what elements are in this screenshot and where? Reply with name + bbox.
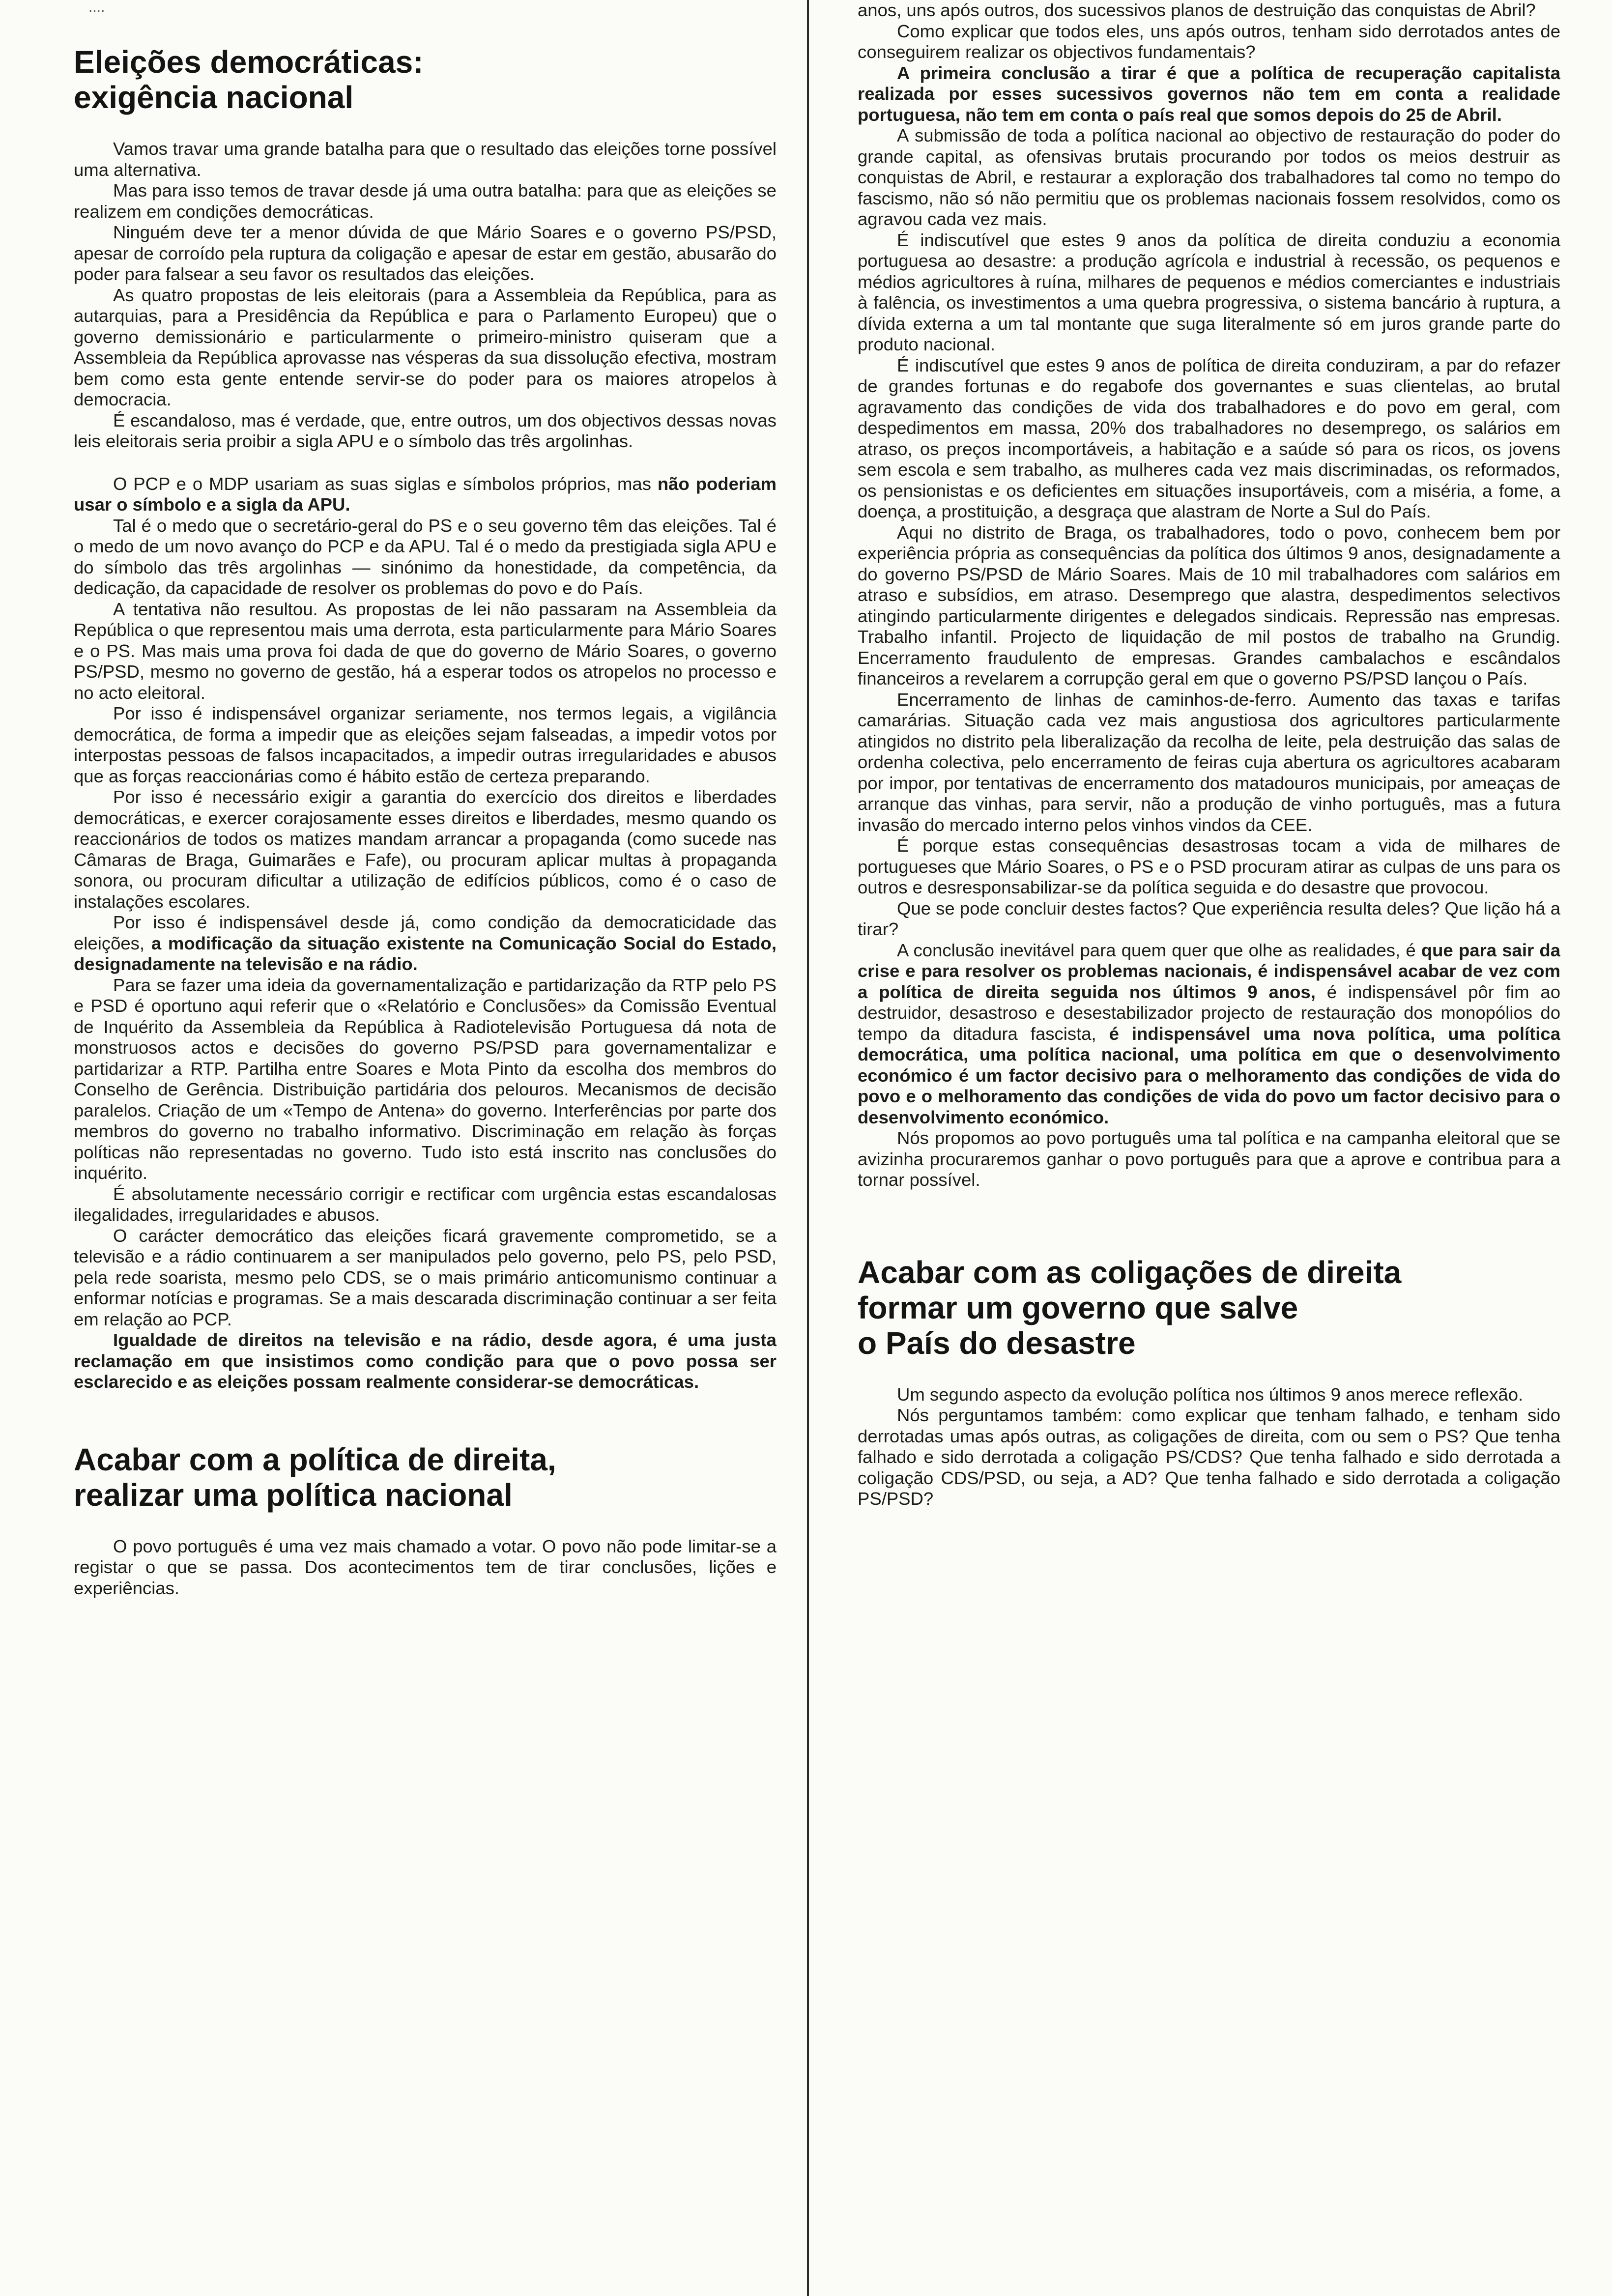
paragraph <box>74 474 777 516</box>
paragraph: Tal é o medo que o secretário-geral do PS e o seu governo têm das eleições. Tal é o medo de um novo avanço do PCP e da APU. Tal é o medo da prestigiada sigla APU e do símbolo das três argolinhas — sinónimo da honestidade, da competência, da dedicação, da capacidade de resolver os problemas do povo e do País. <box>74 515 777 598</box>
heading-acabar-coligacoes-direita: Acabar com as coligações de direita formar um governo que salve o País do desastre <box>858 1254 1402 1361</box>
paragraph: Nós propomos ao povo português uma tal política e na campanha eleitoral que se avizinha procuraremos ganhar o povo português para que a aprove e contribua para a tornar possível. <box>858 1128 1560 1190</box>
paragraph: É indiscutível que estes 9 anos da política de direita conduziu a economia portuguesa ao desastre: a produção agrícola e industrial à recessão, os pequenos e médios agricultores à ruína, milhares de pequenos e médios comerciantes e industriais à falência, os investimentos a uma quebra progressiva, o sistema bancário à ruptura, a dívida externa a um tal montante que suga literalmente só em juros grande parte do produto nacional. <box>858 230 1560 354</box>
bold-statement: não poderiam usar o símbolo e a sigla da APU. <box>74 473 777 515</box>
paragraph-text: O PCP e o MDP usariam as suas siglas e símbolos próprios, mas <box>113 473 658 494</box>
paragraph: A tentativa não resultou. As propostas de lei não passaram na Assembleia da República o que representou mais uma derrota, esta particularmente para Mário Soares e o PS. Mas mais uma prova foi dada de que do governo de Mário Soares, o governo PS/PSD, mesmo no governo de gestão, há a esperar todos os atropelos no processo e no acto eleitoral. <box>74 599 777 703</box>
left-column <box>74 0 777 2296</box>
paragraph: O povo português é uma vez mais chamado a votar. O povo não pode limitar-se a registar o que se passa. Dos acontecimentos tem de tirar conclusões, lições e experiências. <box>74 1536 777 1598</box>
paragraph <box>858 940 1560 1128</box>
paragraph: A submissão de toda a política nacional ao objectivo de restauração do poder do grande capital, as ofensivas brutais procurando por todos os meios destruir as conquistas de Abril, e restaurar a exploração dos trabalhadores tal como no tempo do fascismo, não só não permitiu que os problemas nacionais fossem resolvidos, como os agravou cada vez mais. <box>858 125 1560 229</box>
paragraph <box>74 912 777 975</box>
paragraph: Aqui no distrito de Braga, os trabalhadores, todo o povo, conhecem bem por experiência própria as consequências da política dos últimos 9 anos, designadamente a do governo PS/PSD de Mário Soares. Mais de 10 mil trabalhadores com salários em atraso e subsídios, em atraso. Desemprego que alastra, despedimentos selectivos atingindo particularmente dirigentes e delegados sindicais. Repressão nas empresas. Trabalho infantil. Projecto de liquidação de mil postos de trabalho na Grundig. Encerramento fraudulento de empresas. Grandes cambalachos e escândalos financeiros a revelarem a corrupção geral em que o governo PS/PSD lançou o País. <box>858 522 1560 689</box>
bold-statement: a modificação da situação existente na Comunicação Social do Estado, designadamente na televisão e na rádio. <box>74 933 777 974</box>
top-mark: .... <box>88 0 105 15</box>
paragraph-text: A conclusão inevitável para quem quer que olhe as realidades, é <box>897 940 1421 960</box>
paragraph <box>858 63 1560 126</box>
column-divider <box>807 0 809 2296</box>
paragraph: Um segundo aspecto da evolução política nos últimos 9 anos merece reflexão. <box>897 1384 1524 1405</box>
bold-statement: Igualdade de direitos na televisão e na rádio, desde agora, é uma justa reclamação em que insistimos como condição para que o povo possa ser esclarecido e as eleições possam realmente considerar-se democráticas. <box>74 1330 777 1392</box>
heading-eleicoes-democraticas: Eleições democráticas: exigência nacional <box>74 44 424 115</box>
paragraph: Vamos travar uma grande batalha para que o resultado das eleições torne possível uma alternativa. <box>74 139 777 180</box>
right-column <box>858 0 1560 2296</box>
paragraph: Para se fazer uma ideia da governamentalização e partidarização da RTP pelo PS e PSD é oportuno aqui referir que o «Relatório e Conclusões» da Comissão Eventual de Inquérito da Assembleia da República à Radiotelevisão Portuguesa dá nota de monstruosos actos e decisões do governo PS/PSD para governamentalizar e partidarizar a RTP. Partilha entre Soares e Mota Pinto da escolha dos membros do Conselho de Gerência. Distribuição partidária dos pelouros. Mecanismos de decisão paralelos. Criação de um «Tempo de Antena» do governo. Interferências por parte dos membros do governo no trabalho informativo. Discriminação em relação às forças políticas não representadas no governo. Tudo isto está inscrito nas conclusões do inquérito. <box>74 975 777 1183</box>
paragraph: É porque estas consequências desastrosas tocam a vida de milhares de portugueses que Mário Soares, o PS e o PSD procuram atirar as culpas de uns para os outros e desresponsabilizar-se da política seguida e do desastre que provocou. <box>858 835 1560 897</box>
paragraph: Ninguém deve ter a menor dúvida de que Mário Soares e o governo PS/PSD, apesar de corroído pela ruptura da coligação e apesar de estar em gestão, abusarão do poder para falsear a seu favor os resultados das eleições. <box>74 222 777 284</box>
paragraph: É absolutamente necessário corrigir e rectificar com urgência estas escandalosas ilegalidades, irregularidades e abusos. <box>74 1183 777 1225</box>
heading-acabar-politica-direita: Acabar com a política de direita, realizar uma política nacional <box>74 1441 556 1513</box>
paragraph: É indiscutível que estes 9 anos de política de direita conduziram, a par do refazer de grandes fortunas e do regabofe dos governantes e suas clientelas, ao brutal agravamento das condições de vida dos trabalhadores e do povo em geral, com despedimentos em massa, 20% dos trabalhadores no desemprego, os salários em atraso, os preços incomportáveis, a habitação e a saúde só para os ricos, os jovens sem escola e sem trabalho, as mulheres cada vez mais discriminadas, os reformados, os pensionistas e os deficientes em situações insuportáveis, com a miséria, a fome, a doença, a prostituição, a desgraça que alastram de Norte a Sul do País. <box>858 355 1560 521</box>
paragraph-continued: anos, uns após outros, dos sucessivos planos de destruição das conquistas de Abril? <box>858 0 1536 20</box>
paragraph-text: Por isso é indispensável desde já, como condição da democraticidade das eleições, <box>74 912 777 953</box>
bold-statement: que para sair da crise e para resolver os problemas nacionais, é indispensável acabar de vez com a política de direita seguida nos últimos 9 anos, <box>858 940 1560 1002</box>
bold-statement: A primeira conclusão a tirar é que a política de recuperação capitalista realizada por esses sucessivos governos não tem em conta a realidade portuguesa, não tem em conta o país real que somos depois do 25 de Abril. <box>858 62 1560 125</box>
paragraph <box>74 1330 777 1393</box>
paragraph: Como explicar que todos eles, uns após outros, tenham sido derrotados antes de conseguirem realizar os objectivos fundamentais? <box>858 21 1560 62</box>
paragraph: Por isso é necessário exigir a garantia do exercício dos direitos e liberdades democráticas, e exercer corajosamente esses direitos e liberdades, mesmo quando os reaccionários de todos os matizes mandam arrancar a propaganda (como sucede nas Câmaras de Braga, Guimarães e Fafe), ou procuram aplicar multas à propaganda sonora, ou procuram dificultar a utilização de edifícios públicos, como é o caso de instalações escolares. <box>74 787 777 912</box>
bold-statement: é indispensável uma nova política, uma política democrática, uma política nacional, uma política em que o desenvolvimento económico é um factor decisivo para o melhoramento das condições de vida do povo e o melhoramento das condições de vida do povo um factor decisivo para o desenvolvimento económico. <box>858 1023 1560 1127</box>
paragraph: O carácter democrático das eleições ficará gravemente comprometido, se a televisão e a rádio continuarem a ser manipulados pelo governo, pelo PS, pelo PSD, pela rede soarista, mesmo pelo CDS, se o mais primário anticomunismo continuar a enformar notícias e programas. Se a mais descarada discriminação continuar a ser feita em relação ao PCP. <box>74 1225 777 1329</box>
paragraph: As quatro propostas de leis eleitorais (para a Assembleia da República, para as autarquias, para a Presidência da República e para o Parlamento Europeu) que o governo demissionário e particularmente o primeiro-ministro quiseram que a Assembleia da República aprovasse nas vésperas da sua dissolução efectiva, mostram bem como esta gente entende servir-se do poder para os maiores atropelos à democracia. <box>74 285 777 409</box>
paragraph-text: é indispensável pôr fim ao destruidor, desastroso e desestabilizador projecto de restauração dos monopólios do tempo da ditadura fascista, <box>858 981 1560 1044</box>
paragraph: Por isso é indispensável organizar seriamente, nos termos legais, a vigilância democrática, de forma a impedir que as eleições sejam falseadas, a impedir votos por interpostas pessoas de falsos incapacitados, a impedir outras irregularidades e abusos que as forças reaccionárias como é hábito estão de certeza preparando. <box>74 703 777 786</box>
paragraph: Que se pode concluir destes factos? Que experiência resulta deles? Que lição há a tirar? <box>858 898 1560 939</box>
paragraph: Mas para isso temos de travar desde já uma outra batalha: para que as eleições se realizem em condições democráticas. <box>74 180 777 222</box>
paragraph: É escandaloso, mas é verdade, que, entre outros, um dos objectivos dessas novas leis eleitorais seria proibir a sigla APU e o símbolo das três argolinhas. <box>74 410 777 451</box>
paragraph: Encerramento de linhas de caminhos-de-ferro. Aumento das taxas e tarifas camarárias. Situação cada vez mais angustiosa dos agricultores particularmente atingidos no distrito pela liberalização da recolha de leite, pela destruição das salas de ordenha colectiva, pelo encerramento de feiras cuja abertura os agricultores acabaram por impor, por tentativas de encerramento dos matadouros municipais, por ameaças de arranque das vinhas, para servir, não a produção de vinho português, mas a futura invasão do mercado interno pelos vinhos vindos da CEE. <box>858 689 1560 835</box>
paragraph: Nós perguntamos também: como explicar que tenham falhado, e tenham sido derrotadas umas após outras, as coligações de direita, com ou sem o PS? Que tenha falhado e sido derrotada a coligação PS/CDS? Que tenha falhado e sido derrotada a coligação CDS/PSD, ou seja, a AD? Que tenha falhado e sido derrotada a coligação PS/PSD? <box>858 1405 1560 1509</box>
